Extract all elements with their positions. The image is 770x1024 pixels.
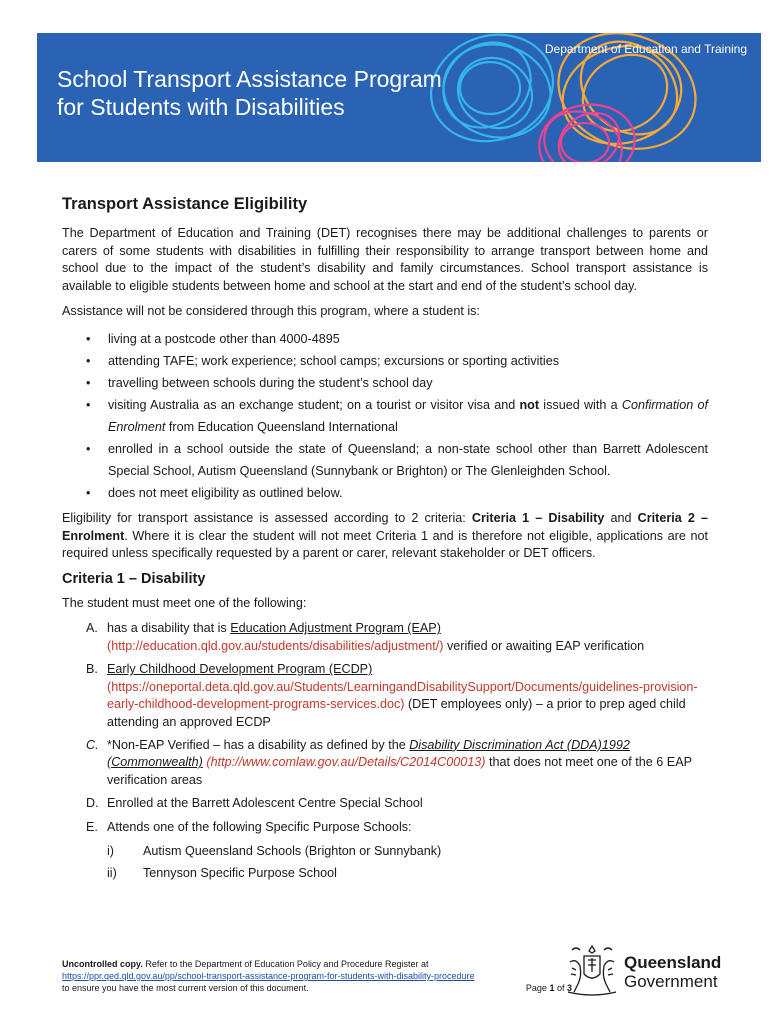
exclusions-intro: Assistance will not be considered through this program, where a student is: [62, 304, 480, 319]
queensland-government-logo [624, 953, 721, 991]
criteria-list [62, 620, 708, 883]
item-marker: B. [86, 662, 98, 677]
bullet-icon: • [86, 376, 91, 391]
footer-line-3: to ensure you have the most current version of this document. [62, 983, 309, 993]
list-item [107, 862, 708, 884]
item-marker: ii) [107, 865, 117, 880]
document-body [62, 196, 708, 890]
list-item-text: issued with a [539, 398, 622, 413]
list-item-text: living at a postcode other than 4000-4895 [108, 332, 340, 347]
queensland-coat-of-arms-icon [562, 940, 622, 1000]
list-item [62, 350, 708, 372]
header-banner [37, 33, 761, 162]
bullet-icon: • [86, 486, 91, 501]
criteria-item-d [62, 795, 708, 812]
item-text: Tennyson Specific Purpose School [143, 865, 337, 880]
intro-paragraph: The Department of Education and Training (DET) recognises there may be additional challenges to parents or carers of some students with disabilities in fulfilling their responsibility to arrange transport between home and school due to the impact of the student’s disability and family circumstances. School transport assistance is available to eligible students between home and school at the start and end of the student’s school day. [62, 226, 708, 293]
list-item [62, 328, 708, 350]
list-item [107, 840, 708, 862]
list-item-text: travelling between schools during the student’s school day [108, 376, 433, 391]
item-text: Attends one of the following Specific Purpose Schools: [107, 819, 412, 834]
logo-line-2: Government [624, 972, 718, 991]
ecdp-url[interactable]: (https://oneportal.deta.qld.gov.au/Students/LearningandDisabilitySupport/Documents/guidelines-provision-early-childhood-development-programs-services.doc) [107, 679, 698, 712]
eap-link[interactable]: Education Adjustment Program (EAP) [230, 621, 441, 636]
item-text: that does not meet one of the 6 EAP verification areas [107, 755, 692, 787]
dda-url[interactable]: (http://www.comlaw.gov.au/Details/C2014C00013) [206, 755, 486, 770]
text-span: . Where it is clear the student will not meet Criteria 1 and is therefore not eligible, applications are not required unless specifically requested by a parent or carer, relevant stakeholder or DET officers. [62, 528, 708, 561]
item-text: *Non-EAP Verified – has a disability as defined by the [107, 737, 410, 752]
text-span: and [604, 511, 638, 526]
item-text: Autism Queensland Schools (Brighton or Sunnybank) [143, 843, 442, 858]
dda-link[interactable]: Disability Discrimination Act (DDA)1992 (Commonwealth) [107, 737, 630, 770]
criteria-item-e [62, 819, 708, 884]
footer-text: Refer to the Department of Education Policy and Procedure Register at [142, 959, 429, 969]
list-item [62, 438, 708, 482]
criteria-intro: The student must meet one of the following: [62, 596, 307, 611]
list-item-text: does not meet eligibility as outlined below. [108, 486, 343, 501]
eap-url[interactable]: (http://education.qld.gov.au/students/disabilities/adjustment/) [107, 638, 444, 653]
section-heading-criteria-1: Criteria 1 – Disability [62, 570, 206, 587]
text-span: Eligibility for transport assistance is assessed according to 2 criteria: [62, 511, 472, 526]
list-item [62, 482, 708, 504]
criteria-item-c [62, 737, 708, 789]
policy-register-link[interactable]: https://ppr.qed.qld.gov.au/pp/school-transport-assistance-program-for-students-with-disability-procedure [62, 971, 475, 981]
department-name: Department of Education and Training [544, 42, 747, 56]
item-marker: A. [86, 621, 98, 636]
criteria-1-term: Criteria 1 – Disability [471, 511, 605, 526]
bullet-icon: • [86, 398, 91, 413]
list-item [62, 394, 708, 438]
footer-line-1 [62, 958, 572, 970]
criteria-item-a [62, 620, 708, 655]
item-marker: E. [86, 819, 98, 834]
list-item [62, 372, 708, 394]
list-item-text: attending TAFE; work experience; school camps; excursions or sporting activities [108, 354, 560, 369]
uncontrolled-copy-label: Uncontrolled copy. [62, 959, 143, 969]
logo-line-1: Queensland [624, 953, 722, 972]
exclusions-list [62, 328, 708, 504]
item-marker: i) [107, 843, 114, 858]
item-text: (DET employees only) – a prior to prep aged child attending an approved ECDP [107, 697, 686, 729]
text-span: of [554, 983, 567, 993]
title-line-1: School Transport Assistance Program [57, 66, 442, 92]
document-title [57, 65, 442, 121]
bullet-icon: • [86, 354, 91, 369]
total-pages: 3 [566, 983, 572, 993]
current-page: 1 [549, 983, 555, 993]
list-item-text: visiting Australia as an exchange student; on a tourist or visitor visa and [108, 398, 520, 413]
page-footer [62, 958, 572, 994]
list-item-text: enrolled in a school outside the state of Queensland; a non-state school other than Barrett Adolescent Special School, Autism Queensland (Sunnybank or Brighton) or The Glenleighden School. [108, 442, 708, 479]
text-span: Page [525, 983, 550, 993]
emphasis-not: not [519, 398, 540, 413]
item-text: verified or awaiting EAP verification [443, 638, 645, 653]
item-text: Enrolled at the Barrett Adolescent Centre Special School [107, 796, 423, 811]
criteria-paragraph [62, 510, 708, 562]
title-line-2: for Students with Disabilities [57, 94, 345, 120]
ecdp-link[interactable]: Early Childhood Development Program (ECDP) [107, 662, 373, 677]
item-marker: C. [86, 737, 99, 752]
list-item-text: from Education Queensland International [165, 420, 398, 435]
section-heading-eligibility: Transport Assistance Eligibility [62, 195, 308, 213]
criteria-2-term: Criteria 2 – Enrolment [62, 511, 709, 543]
footer-line-2 [62, 970, 572, 982]
bullet-icon: • [86, 442, 91, 457]
item-text: has a disability that is [107, 621, 231, 636]
bullet-icon: • [86, 332, 91, 347]
specific-purpose-schools-list [107, 840, 708, 884]
confirmation-of-enrolment-term: Confirmation of Enrolment [108, 398, 708, 435]
item-marker: D. [86, 796, 99, 811]
criteria-item-b [62, 661, 708, 731]
